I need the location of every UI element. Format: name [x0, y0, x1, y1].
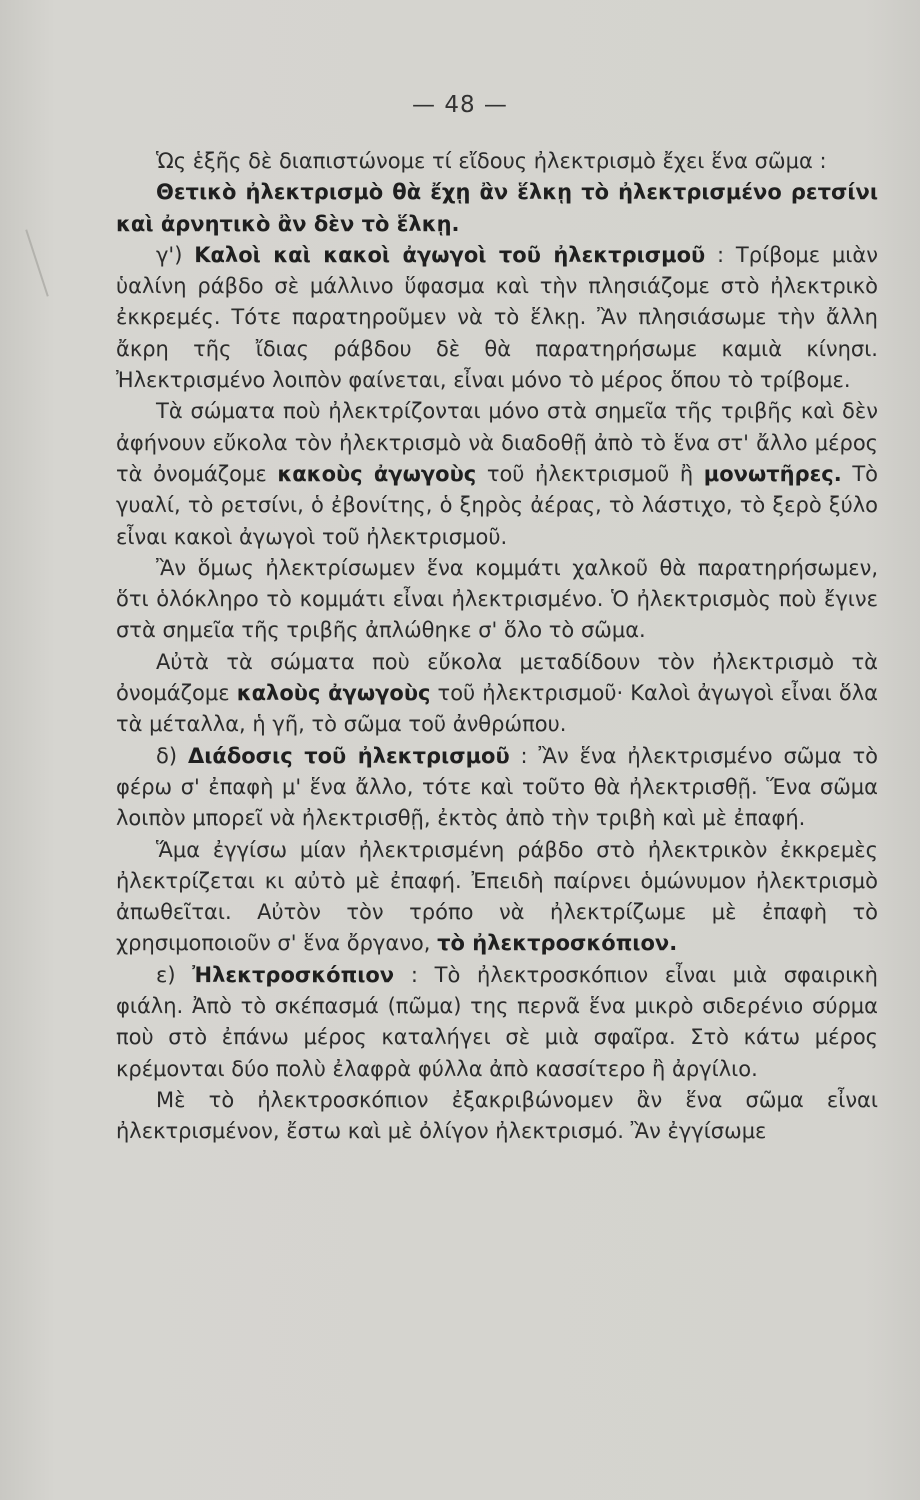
text-run: τοῦ ἠλεκτρισμοῦ ἢ — [476, 461, 704, 486]
paragraph — [116, 146, 878, 177]
text-run: Ἅμα ἐγγίσω μίαν ἠλεκτρισμένη ράβδο στὸ ἠλεκτρικὸν ἐκκρεμὲς ἠλεκτρίζεται κι αὐτὸ μὲ ἐπαφή. Ἐπειδὴ παίρνει ὁμώνυμον ἠλεκτρισμὸ ἀπωθεῖται. Αὐτὸν τὸν τρόπο νὰ ἠλεκτρίζωμε μὲ ἐπαφὴ τὸ χρησιμοποιοῦν σ' ἕνα ὄργανο, — [116, 837, 878, 956]
paragraph — [116, 177, 878, 240]
text-run: : Ἂν ἕνα ἠλεκτρισμένο σῶμα τὸ φέρω σ' ἐπαφὴ μ' ἕνα ἄλλο, τότε καὶ τοῦτο θὰ ἠλεκτρισθῇ. Ἕνα σῶμα λοιπὸν μπορεῖ νὰ ἠλεκτρισθῇ, ἐκτὸς ἀπὸ τὴν τριβὴ καὶ μὲ ἐπαφή. — [116, 743, 878, 831]
text-run: : Τὸ ἠλεκτροσκόπιον εἶναι μιὰ σφαιρικὴ φιάλη. Ἀπὸ τὸ σκέπασμά (πῶμα) της περνᾶ ἕνα μικρὸ σιδερένιο σύρμα ποὺ στὸ ἐπάνω μέρος καταλήγει σὲ μιὰ σφαῖρα. Στὸ κάτω μέρος κρέμονται δύο πολὺ ἐλαφρὰ φύλλα ἀπὸ κασσίτερο ἢ ἀργίλιο. — [116, 962, 878, 1081]
paragraph — [116, 553, 878, 647]
emphasized-text: Καλοὶ καὶ κακοὶ ἀγωγοὶ τοῦ ἠλεκτρισμοῦ — [194, 242, 706, 267]
margin-mark — [25, 229, 49, 296]
paragraph — [116, 647, 878, 741]
emphasized-text: Θετικὸ ἠλεκτρισμὸ θὰ ἔχῃ ἂν ἕλκῃ τὸ ἠλεκτρισμένο ρετσίνι καὶ ἀρνητικὸ ἂν δὲν τὸ ἕλκῃ. — [116, 180, 878, 236]
paragraph — [116, 240, 878, 396]
page-number: — 48 — — [412, 92, 508, 118]
emphasized-text: καλοὺς ἀγωγοὺς — [236, 681, 431, 706]
text-run: : Τρίβομε μιὰν ὑαλίνη ράβδο σὲ μάλλινο ὕφασμα καὶ τὴν πλησιάζομε στὸ ἠλεκτρικὸ ἐκκρεμές. Τότε παρατηροῦμεν νὰ τὸ ἕλκῃ. Ἂν πλησιάσωμε τὴν ἄλλη ἄκρη τῆς ἴδιας ράβδου δὲ θὰ παρατηρήσωμε καμιὰ κίνησι. Ἠλεκτρισμένο λοιπὸν φαίνεται, εἶναι μόνο τὸ μέρος ὅπου τὸ τρίβομε. — [116, 242, 878, 393]
text-run: Τὸ γυαλί, τὸ ρετσίνι, ὁ ἐβονίτης, ὁ ξηρὸς ἀέρας, τὸ λάστιχο, τὸ ξερὸ ξύλο εἶναι κακοὶ ἀγωγοὶ τοῦ ἠλεκτρισμοῦ. — [116, 461, 878, 549]
emphasized-text: Ἠλεκτροσκόπιον — [192, 962, 395, 987]
emphasized-text: μονωτῆρες. — [703, 461, 842, 486]
paragraph — [116, 960, 878, 1085]
body-text — [116, 146, 878, 1148]
text-run: ε) — [156, 962, 193, 987]
emphasized-text: κακοὺς ἀγωγοὺς — [277, 461, 477, 486]
text-run: Μὲ τὸ ἠλεκτροσκόπιον ἐξακριβώνομεν ἂν ἕνα σῶμα εἶναι ἠλεκτρισμένον, ἔστω καὶ μὲ ὀλίγον ἠλεκτρισμό. Ἂν ἐγγίσωμε — [116, 1087, 878, 1144]
emphasized-text: τὸ ἠλεκτροσκόπιον. — [437, 931, 678, 956]
text-run: Ἂν ὅμως ἠλεκτρίσωμεν ἕνα κομμάτι χαλκοῦ θὰ παρατηρήσωμεν, ὅτι ὁλόκληρο τὸ κομμάτι εἶναι ἠλεκτρισμένο. Ὁ ἠλεκτρισμὸς ποὺ ἔγινε στὰ σημεῖα τῆς τριβῆς ἀπλώθηκε σ' ὅλο τὸ σῶμα. — [116, 555, 878, 643]
paragraph — [116, 1085, 878, 1148]
text-run: τοῦ ἠλεκτρισμοῦ· Καλοὶ ἀγωγοὶ εἶναι ὅλα τὰ μέταλλα, ἡ γῆ, τὸ σῶμα τοῦ ἀνθρώπου. — [116, 681, 878, 737]
paragraph — [116, 396, 878, 552]
text-run: Τὰ σώματα ποὺ ἠλεκτρίζονται μόνο στὰ σημεῖα τῆς τριβῆς καὶ δὲν ἀφήνουν εὔκολα τὸν ἠλεκτρισμὸ νὰ διαδοθῇ ἀπὸ τὸ ἕνα στ' ἄλλο μέρος τὰ ὀνομάζομε — [116, 399, 878, 486]
text-run: Ὡς ἑξῆς δὲ διαπιστώνομε τί εἴδους ἠλεκτρισμὸ ἔχει ἕνα σῶμα : — [156, 149, 827, 173]
text-run: γ') — [156, 242, 195, 267]
paragraph — [116, 835, 878, 960]
paragraph — [116, 741, 878, 835]
emphasized-text: Διάδοσις τοῦ ἠλεκτρισμοῦ — [187, 743, 510, 768]
text-run: Αὐτὰ τὰ σώματα ποὺ εὔκολα μεταδίδουν τὸν ἠλεκτρισμὸ τὰ ὀνομάζομε — [116, 649, 878, 706]
text-run: δ) — [156, 743, 188, 768]
